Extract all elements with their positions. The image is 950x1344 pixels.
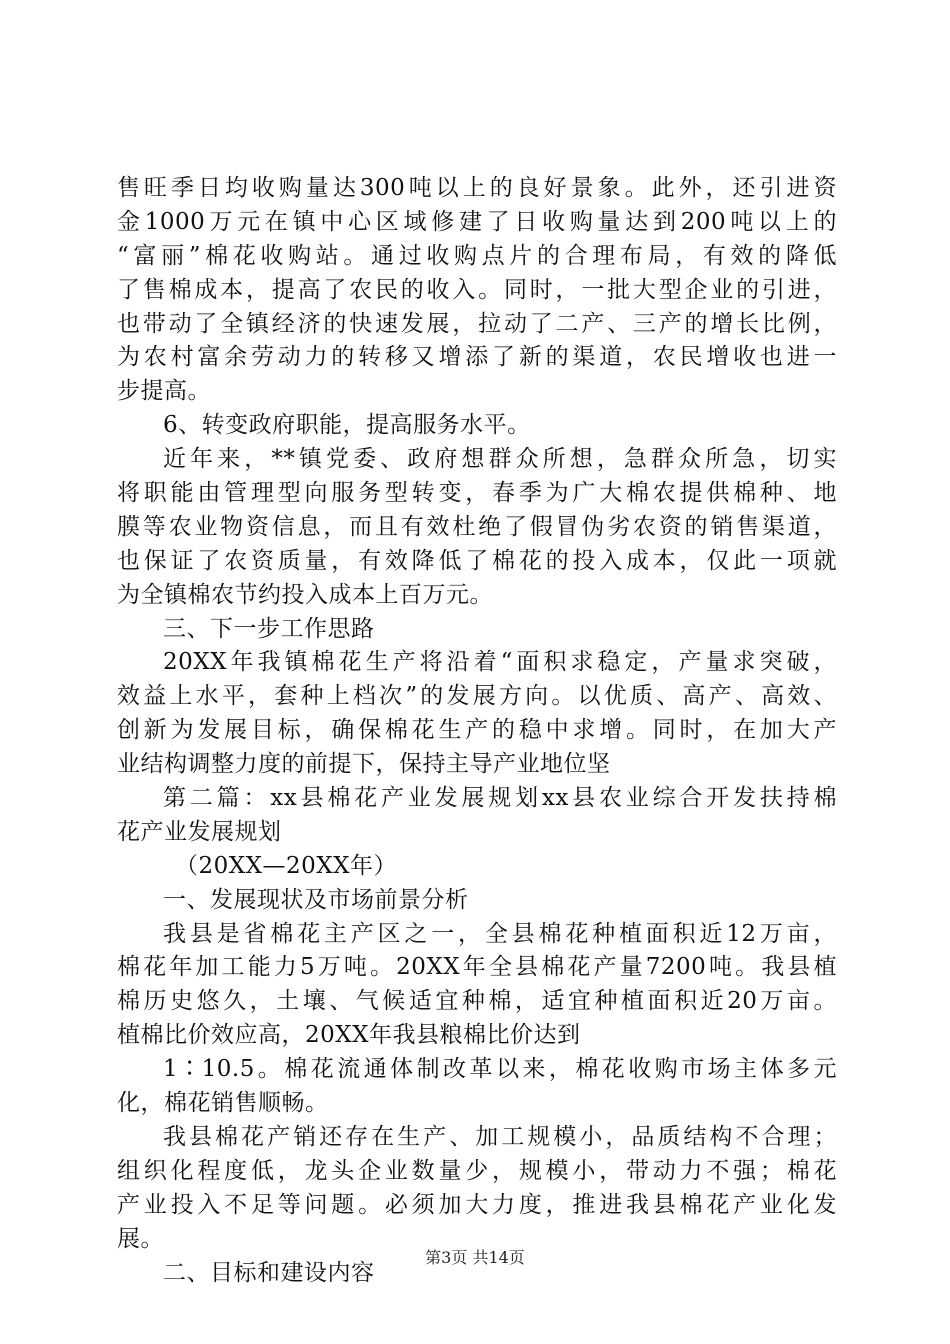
- text-line: “富丽”棉花收购站。通过收购点片的合理布局，有效的降低: [117, 242, 837, 269]
- text-line: 也保证了农资质量，有效降低了棉花的投入成本，仅此一项就: [117, 547, 837, 574]
- text-line: 业结构调整力度的前提下，保持主导产业地位坚: [117, 751, 611, 778]
- text-line: 为全镇棉农节约投入成本上百万元。: [117, 581, 493, 608]
- text-line: 我县是省棉花主产区之一，全县棉花种植面积近12万亩，: [163, 920, 837, 947]
- section-heading: 三、下一步工作思路: [163, 615, 375, 642]
- text-line: 也带动了全镇经济的快速发展，拉动了二产、三产的增长比例，: [117, 310, 837, 337]
- text-line: 组织化程度低，龙头企业数量少，规模小，带动力不强；棉花: [117, 1157, 837, 1184]
- section-heading: 6、转变政府职能，提高服务水平。: [163, 412, 531, 439]
- section-heading: 二、目标和建设内容: [163, 1259, 375, 1286]
- page-number-footer: 第3页 共14页: [425, 1248, 525, 1267]
- text-line: 展。: [117, 1225, 164, 1252]
- text-line: 售旺季日均收购量达300吨以上的良好景象。此外，还引进资: [117, 175, 837, 201]
- text-line: 棉历史悠久，土壤、气候适宜种棉，适宜种植面积近20万亩。: [117, 988, 837, 1015]
- chapter-period: （20XX—20XX年）: [175, 852, 398, 879]
- text-line: 将职能由管理型向服务型转变，春季为广大棉农提供棉种、地: [117, 480, 837, 507]
- text-line: 化，棉花销售顺畅。: [117, 1090, 329, 1117]
- chapter-title: 花产业发展规划: [117, 818, 282, 845]
- text-line: 效益上水平，套种上档次”的发展方向。以优质、高产、高效、: [117, 683, 837, 710]
- text-line: 近年来，**镇党委、政府想群众所想，急群众所急，切实: [163, 446, 837, 473]
- text-line: 为农村富余劳动力的转移又增添了新的渠道，农民增收也进一: [117, 344, 837, 371]
- text-line: 我县棉花产销还存在生产、加工规模小，品质结构不合理；: [163, 1123, 837, 1150]
- text-line: 步提高。: [117, 378, 211, 405]
- document-body: [117, 172, 837, 1290]
- text-line: 金1000万元在镇中心区域修建了日收购量达到200吨以上的: [117, 208, 837, 235]
- text-line: 了售棉成本，提高了农民的收入。同时，一批大型企业的引进，: [117, 276, 837, 303]
- text-line: 1∶10.5。棉花流通体制改革以来，棉花收购市场主体多元: [163, 1056, 837, 1083]
- text-line: 创新为发展目标，确保棉花生产的稳中求增。同时，在加大产: [117, 717, 837, 744]
- text-line: 植棉比价效应高，20XX年我县粮棉比价达到: [117, 1022, 581, 1049]
- section-heading: 一、发展现状及市场前景分析: [163, 886, 469, 913]
- text-line: 膜等农业物资信息，而且有效杜绝了假冒伪劣农资的销售渠道，: [117, 513, 837, 540]
- chapter-title: 第二篇：xx县棉花产业发展规划xx县农业综合开发扶持棉: [163, 785, 837, 812]
- text-line: 棉花年加工能力5万吨。20XX年全县棉花产量7200吨。我县植: [117, 954, 837, 981]
- text-line: 产业投入不足等问题。必须加大力度，推进我县棉花产业化发: [117, 1191, 837, 1218]
- text-line: 20XX年我镇棉花生产将沿着“面积求稳定，产量求突破，: [163, 649, 837, 676]
